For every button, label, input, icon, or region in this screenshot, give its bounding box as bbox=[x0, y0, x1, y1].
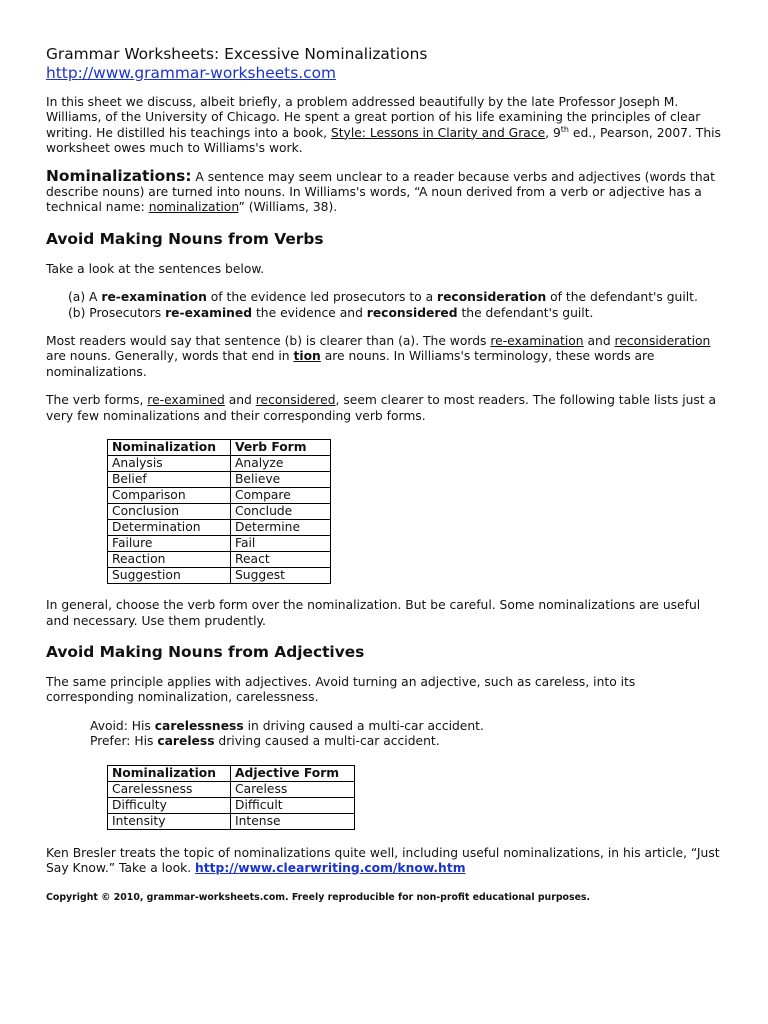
clearwriting-link[interactable]: http://www.clearwriting.com/know.htm bbox=[195, 860, 466, 875]
verbforms-text: and bbox=[224, 393, 256, 408]
table-cell: Carelessness bbox=[108, 781, 231, 797]
page-title: Grammar Worksheets: Excessive Nominalizations bbox=[46, 45, 428, 63]
example-text: of the evidence led prosecutors to a bbox=[206, 290, 438, 305]
example-text: the defendant's guilt. bbox=[457, 305, 594, 320]
verb-nominalization-table bbox=[107, 439, 331, 584]
example-text: driving caused a multi-car accident. bbox=[214, 734, 440, 749]
take-look-text: Take a look at the sentences below. bbox=[46, 261, 265, 276]
table-cell: Compare bbox=[231, 488, 331, 504]
table-row bbox=[108, 781, 355, 797]
table-row bbox=[108, 488, 331, 504]
intro-text: In this sheet we discuss, albeit briefly, a problem addressed beautifully by the late Professor Joseph M. Williams, of the University of Chicago. He spent a great portion of his life examining the principles of clear writing. He distilled his teachings into a book, bbox=[46, 95, 701, 140]
general-paragraph: In general, choose the verb form over the nominalization. But be careful. Some nominalizations are useful and necessary. Use them prudently. bbox=[46, 598, 701, 628]
table-cell: Conclusion bbox=[108, 504, 231, 520]
bresler-text: Ken Bresler treats the topic of nominalizations quite well, including useful nominalizations, in his article, “Just Say Know.” Take a look. bbox=[46, 845, 720, 875]
intro-text: ed., Pearson, 2007. This worksheet owes much to Williams's work. bbox=[46, 125, 721, 156]
underlined-word: re-examination bbox=[490, 334, 584, 349]
table-row bbox=[108, 472, 331, 488]
table-cell: Belief bbox=[108, 472, 231, 488]
example-text: of the defendant's guilt. bbox=[546, 290, 698, 305]
table-cell: Determine bbox=[231, 520, 331, 536]
table-cell: Conclude bbox=[231, 504, 331, 520]
table-row bbox=[108, 813, 355, 829]
example-bold: careless bbox=[157, 734, 215, 749]
table-cell: Intensity bbox=[108, 813, 231, 829]
adjectives-section-heading: Avoid Making Nouns from Adjectives bbox=[46, 642, 365, 661]
table-header: Adjective Form bbox=[231, 765, 355, 781]
tion-suffix: tion bbox=[293, 349, 321, 364]
verbforms-text: , seem clearer to most readers. The following table lists just a very few nominalizations and their corresponding verb forms. bbox=[46, 393, 717, 423]
example-bold: re-examination bbox=[101, 290, 207, 305]
table-cell: Determination bbox=[108, 520, 231, 536]
example-text: the evidence and bbox=[252, 305, 367, 320]
table-row bbox=[108, 568, 331, 584]
nominalization-term: nominalization bbox=[148, 200, 239, 215]
example-bold: re-examined bbox=[165, 305, 253, 320]
underlined-word: re-examined bbox=[147, 393, 225, 408]
table-cell: Fail bbox=[231, 536, 331, 552]
same-principle-paragraph: The same principle applies with adjectives. Avoid turning an adjective, such as careless, into its corresponding nominalization, carelessness. bbox=[46, 674, 636, 705]
prefer-example bbox=[90, 734, 726, 749]
table-cell: Reaction bbox=[108, 552, 231, 568]
example-sentences bbox=[46, 290, 726, 321]
table-cell: Believe bbox=[231, 472, 331, 488]
readers-paragraph bbox=[46, 334, 726, 380]
example-text: (a) A bbox=[68, 290, 102, 305]
example-text: in driving caused a multi-car accident. bbox=[243, 718, 484, 733]
table-cell: Difficult bbox=[231, 797, 355, 813]
avoid-example bbox=[90, 719, 726, 734]
table-header: Nominalization bbox=[108, 765, 231, 781]
table-header: Verb Form bbox=[231, 440, 331, 456]
table-cell: Careless bbox=[231, 781, 355, 797]
verbs-section-heading: Avoid Making Nouns from Verbs bbox=[46, 229, 324, 248]
intro-paragraph bbox=[46, 95, 726, 157]
underlined-word: reconsideration bbox=[614, 334, 711, 349]
nominalizations-heading: Nominalizations: bbox=[46, 166, 192, 185]
example-text: (b) Prosecutors bbox=[68, 305, 166, 320]
table-header: Nominalization bbox=[108, 440, 231, 456]
table-cell: Analysis bbox=[108, 456, 231, 472]
table-row bbox=[108, 520, 331, 536]
example-bold: carelessness bbox=[154, 718, 244, 733]
site-url-link[interactable]: http://www.grammar-worksheets.com bbox=[46, 64, 337, 82]
table-row bbox=[108, 536, 331, 552]
copyright-notice: Copyright © 2010, grammar-worksheets.com. Freely reproducible for non-profit educational purposes. bbox=[46, 892, 591, 904]
table-header-row bbox=[108, 440, 331, 456]
verbforms-text: The verb forms, bbox=[46, 393, 148, 408]
worksheet-page bbox=[46, 45, 726, 904]
table-row bbox=[108, 797, 355, 813]
adjective-nominalization-table bbox=[107, 765, 355, 830]
example-bold: reconsideration bbox=[437, 290, 547, 305]
table-cell: Intense bbox=[231, 813, 355, 829]
table-cell: Suggest bbox=[231, 568, 331, 584]
readers-text: are nouns. Generally, words that end in bbox=[46, 349, 294, 364]
example-bold: reconsidered bbox=[366, 305, 458, 320]
table-cell: Suggestion bbox=[108, 568, 231, 584]
table-cell: Difficulty bbox=[108, 797, 231, 813]
table-header-row bbox=[108, 765, 355, 781]
avoid-prefer-examples bbox=[46, 719, 726, 750]
nominalizations-text: ” (Williams, 38). bbox=[238, 200, 338, 215]
example-a bbox=[68, 290, 726, 305]
book-title: Style: Lessons in Clarity and Grace bbox=[330, 125, 546, 140]
verbforms-paragraph bbox=[46, 393, 726, 424]
edition-superscript: th bbox=[560, 124, 570, 134]
readers-text: are nouns. In Williams's terminology, these words are nominalizations. bbox=[46, 349, 655, 379]
table-cell: Failure bbox=[108, 536, 231, 552]
underlined-word: reconsidered bbox=[255, 393, 336, 408]
nominalizations-text: A sentence may seem unclear to a reader because verbs and adjectives (words that describe nouns) are turned into nouns. In Williams's words, “A noun derived from a verb or adjective has a technical name: bbox=[46, 169, 715, 215]
table-row bbox=[108, 504, 331, 520]
table-row bbox=[108, 456, 331, 472]
example-text: Avoid: His bbox=[90, 718, 155, 733]
table-row bbox=[108, 552, 331, 568]
intro-text: , 9 bbox=[545, 125, 561, 140]
table-cell: Analyze bbox=[231, 456, 331, 472]
readers-text: and bbox=[583, 334, 615, 349]
example-b bbox=[68, 306, 726, 321]
bresler-paragraph bbox=[46, 846, 726, 877]
example-text: Prefer: His bbox=[90, 734, 158, 749]
nominalizations-paragraph bbox=[46, 166, 726, 216]
readers-text: Most readers would say that sentence (b) is clearer than (a). The words bbox=[46, 334, 491, 349]
table-cell: Comparison bbox=[108, 488, 231, 504]
table-cell: React bbox=[231, 552, 331, 568]
